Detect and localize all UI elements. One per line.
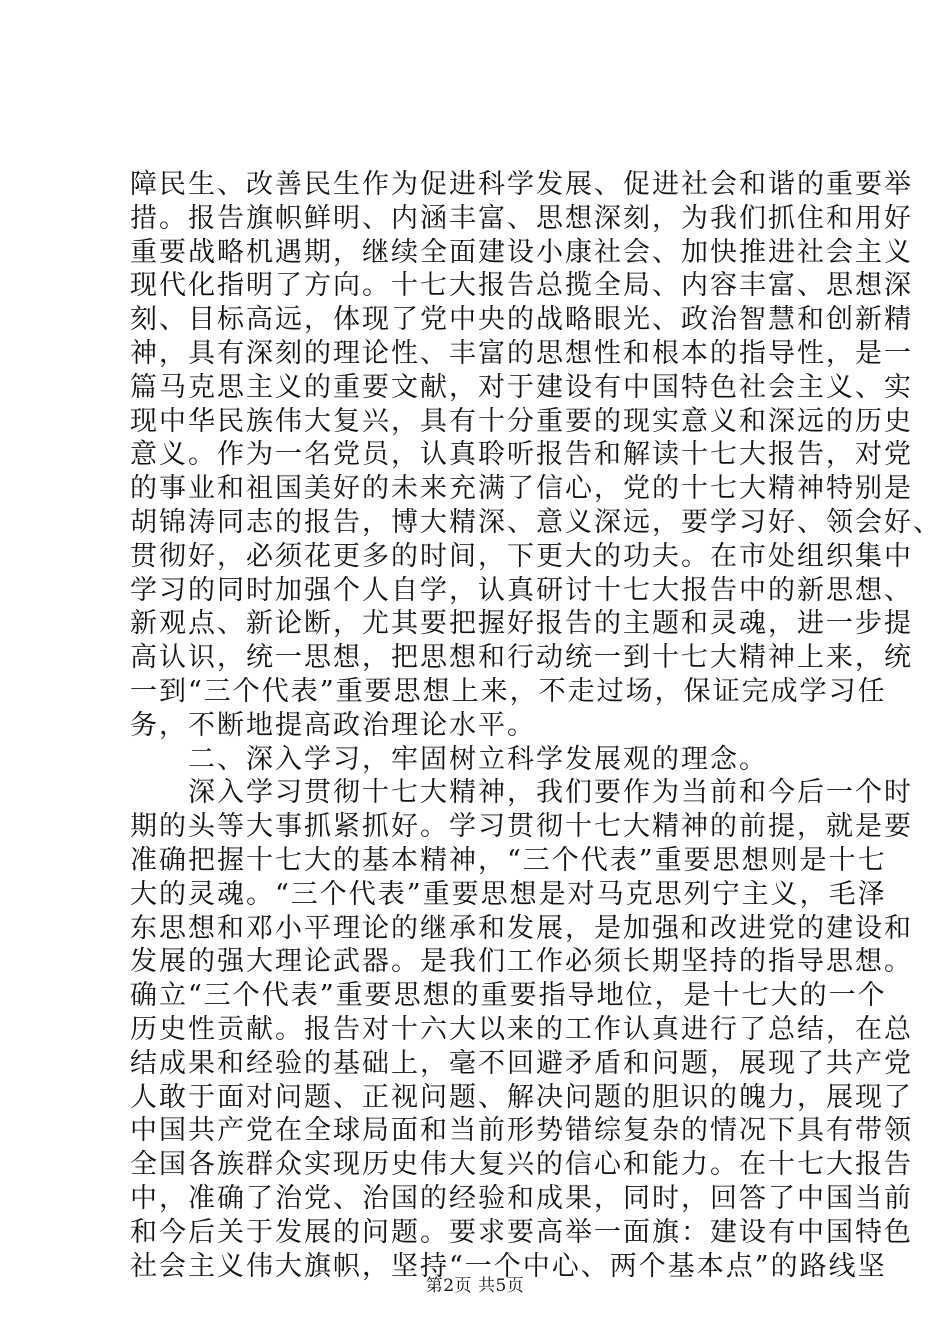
text-line: 和今后关于发展的问题。要求要高举一面旗：建设有中国特色	[130, 1216, 913, 1248]
text-line: 高认识，统一思想，把思想和行动统一到十七大精神上来，统	[130, 642, 913, 674]
text-line: 深入学习贯彻十七大精神，我们要作为当前和今后一个时	[130, 777, 913, 809]
text-line: 贯彻好，必须花更多的时间，下更大的功夫。在市处组织集中	[130, 540, 913, 572]
text-line: 准确把握十七大的基本精神，“三个代表”重要思想则是十七	[130, 844, 887, 876]
text-line: 确立“三个代表”重要思想的重要指导地位，是十七大的一个	[130, 980, 887, 1012]
text-line: 意义。作为一名党员，认真聆听报告和解读十七大报告，对党	[130, 439, 913, 471]
text-line: 全国各族群众实现历史伟大复兴的信心和能力。在十七大报告	[130, 1149, 913, 1181]
text-line: 二、深入学习，牢固树立科学发展观的理念。	[130, 743, 768, 775]
text-line: 措。报告旗帜鲜明、内涵丰富、思想深刻，为我们抓住和用好	[130, 202, 913, 234]
text-line: 篇马克思主义的重要文献，对于建设有中国特色社会主义、实	[130, 371, 913, 403]
text-line: 结成果和经验的基础上，毫不回避矛盾和问题，展现了共产党	[130, 1047, 913, 1079]
text-line: 中，准确了治党、治国的经验和成果，同时，回答了中国当前	[130, 1182, 913, 1214]
text-line: 东思想和邓小平理论的继承和发展，是加强和改进党的建设和	[130, 912, 913, 944]
text-line: 发展的强大理论武器。是我们工作必须长期坚持的指导思想。	[130, 946, 913, 978]
text-line: 一到“三个代表”重要思想上来，不走过场，保证完成学习任	[130, 675, 887, 707]
text-line: 学习的同时加强个人自学，认真研讨十七大报告中的新思想、	[130, 574, 913, 606]
document-body	[130, 168, 942, 1283]
page-footer: 第2页 共5页	[425, 1276, 525, 1296]
text-line: 现代化指明了方向。十七大报告总揽全局、内容丰富、思想深	[130, 270, 913, 302]
text-line: 历史性贡献。报告对十六大以来的工作认真进行了总结，在总	[130, 1013, 913, 1045]
text-line: 的事业和祖国美好的未来充满了信心，党的十七大精神特别是	[130, 473, 913, 505]
text-line: 期的头等大事抓紧抓好。学习贯彻十七大精神的前提，就是要	[130, 811, 913, 843]
text-line: 胡锦涛同志的报告，博大精深、意义深远，要学习好、领会好、	[130, 506, 942, 538]
text-line: 社会主义伟大旗帜，坚持“一个中心、两个基本点”的路线坚	[130, 1250, 887, 1282]
text-line: 现中华民族伟大复兴，具有十分重要的现实意义和深远的历史	[130, 405, 913, 437]
text-line: 新观点、新论断，尤其要把握好报告的主题和灵魂，进一步提	[130, 608, 913, 640]
text-line: 大的灵魂。“三个代表”重要思想是对马克思列宁主义，毛泽	[130, 878, 887, 910]
text-line: 神，具有深刻的理论性、丰富的思想性和根本的指导性，是一	[130, 337, 913, 369]
text-line: 人敢于面对问题、正视问题、解决问题的胆识的魄力，展现了	[130, 1081, 913, 1113]
text-line: 务，不断地提高政治理论水平。	[130, 709, 536, 741]
text-line: 障民生、改善民生作为促进科学发展、促进社会和谐的重要举	[130, 169, 913, 200]
text-line: 刻、目标高远，体现了党中央的战略眼光、政治智慧和创新精	[130, 304, 913, 336]
text-line: 中国共产党在全球局面和当前形势错综复杂的情况下具有带领	[130, 1115, 913, 1147]
text-line: 重要战略机遇期，继续全面建设小康社会、加快推进社会主义	[130, 236, 913, 268]
